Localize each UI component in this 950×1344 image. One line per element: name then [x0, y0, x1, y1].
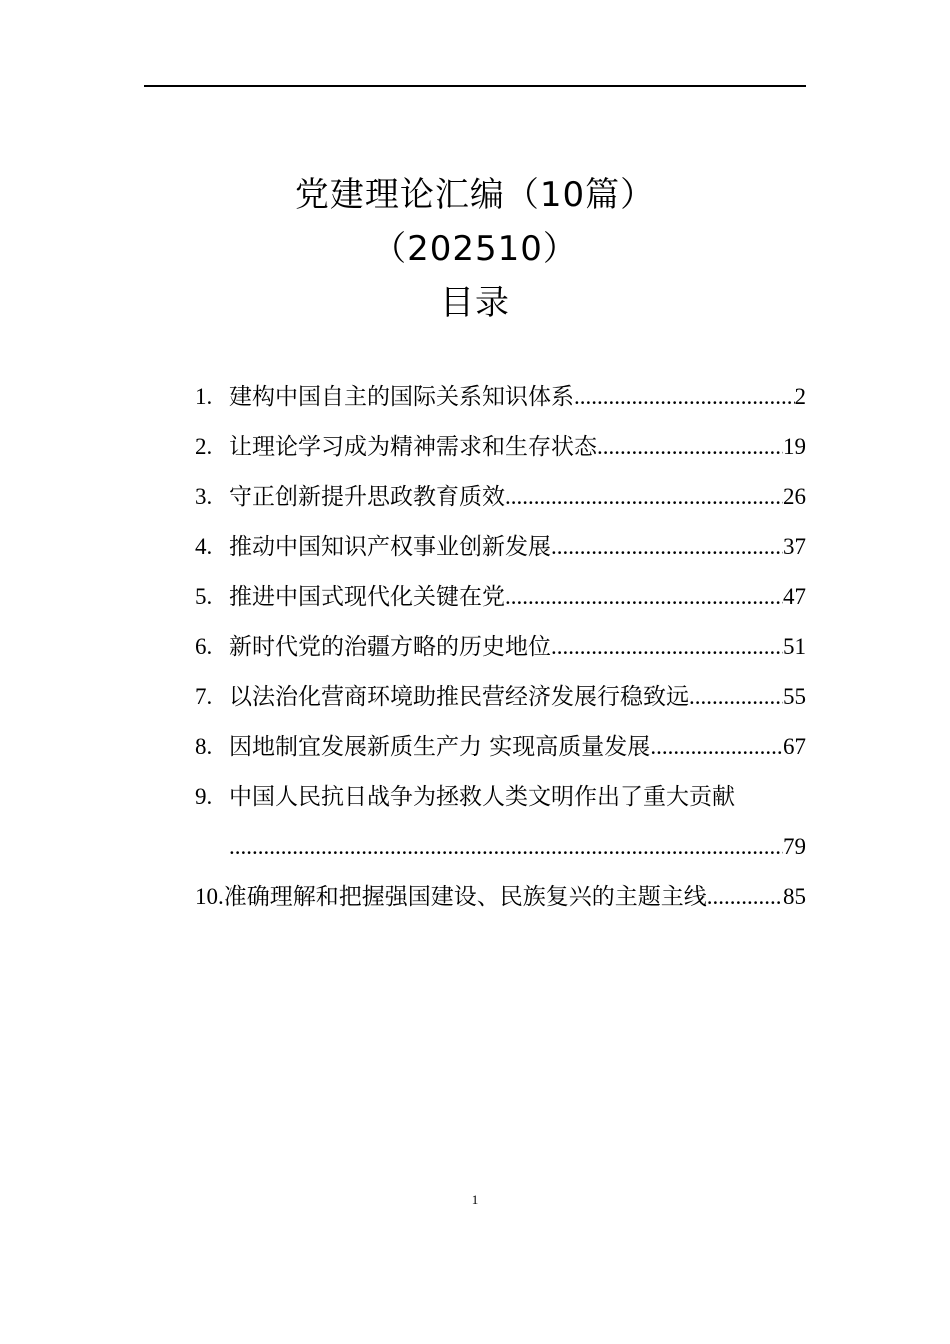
- toc-entry-title: 守正创新提升思政教育质效: [229, 484, 505, 510]
- toc-entry-number: 5.: [195, 584, 213, 609]
- toc-entry-title: 建构中国自主的国际关系知识体系: [229, 384, 574, 410]
- toc-entry[interactable]: [195, 472, 806, 522]
- toc-entry[interactable]: [195, 672, 806, 722]
- toc-entry-title: 因地制宜发展新质生产力 实现高质量发展: [229, 734, 651, 760]
- toc-entry[interactable]: [195, 522, 806, 572]
- toc-leader-dots: [551, 622, 783, 672]
- toc-entry-page: 51: [783, 634, 806, 659]
- toc-leader-dots: [597, 422, 783, 472]
- toc-entry-number: 4.: [195, 534, 213, 559]
- toc-entry-page: 55: [783, 684, 806, 709]
- header-rule: [144, 85, 806, 87]
- toc-entry-title: 以法治化营商环境助推民营经济发展行稳致远: [229, 684, 689, 710]
- toc-entry[interactable]: [195, 372, 806, 422]
- toc-entry[interactable]: [195, 772, 806, 822]
- document-title: 党建理论汇编（10篇）: [294, 175, 656, 215]
- toc-entry-page: 26: [783, 484, 806, 509]
- toc-entry-number: 3.: [195, 484, 213, 509]
- toc-entry-number: 1.: [195, 384, 213, 409]
- toc-leader-dots: [650, 722, 783, 772]
- toc-entry-page: 37: [783, 534, 806, 559]
- toc-entry-title: 准确理解和把握强国建设、民族复兴的主题主线: [223, 884, 707, 910]
- toc-entry[interactable]: [195, 722, 806, 772]
- toc-entry-page: 79: [783, 834, 806, 859]
- toc-entry-title: 新时代党的治疆方略的历史地位: [229, 634, 551, 660]
- toc-entry-title: 推进中国式现代化关键在党: [229, 584, 505, 610]
- toc-leader-dots: [551, 522, 783, 572]
- toc-entry-number: 9.: [195, 784, 213, 809]
- document-subtitle-date: （202510）: [372, 229, 578, 269]
- toc-entry[interactable]: [195, 622, 806, 672]
- toc-entry-number: 6.: [195, 634, 213, 659]
- title-block: [0, 168, 950, 330]
- toc-entry-number: 8.: [195, 734, 213, 759]
- toc-entry-page: 85: [783, 884, 806, 909]
- toc-entry-title: 推动中国知识产权事业创新发展: [229, 534, 551, 560]
- toc-entry-page: 67: [783, 734, 806, 759]
- toc-entry-number: 7.: [195, 684, 213, 709]
- toc-leader-dots: [229, 822, 783, 872]
- toc-entry-page: 2: [794, 384, 806, 409]
- toc-entry-number: 2.: [195, 434, 213, 459]
- page-number: 1: [471, 1192, 479, 1207]
- toc-heading: 目录: [440, 283, 510, 323]
- toc-entry-title: 中国人民抗日战争为拯救人类文明作出了重大贡献: [229, 784, 735, 810]
- toc-entry-page: 47: [783, 584, 806, 609]
- toc-entry-page: 19: [783, 434, 806, 459]
- toc-leader-dots: [505, 472, 783, 522]
- table-of-contents: [195, 372, 806, 922]
- toc-entry-continuation[interactable]: [195, 822, 806, 872]
- toc-leader-dots: [689, 672, 783, 722]
- toc-leader-dots: [505, 572, 783, 622]
- toc-leader-dots: [707, 872, 783, 922]
- toc-entry[interactable]: [195, 422, 806, 472]
- toc-entry[interactable]: [195, 872, 806, 922]
- toc-entry-title: 让理论学习成为精神需求和生存状态: [229, 434, 597, 460]
- toc-entry-number: 10.: [195, 884, 224, 909]
- toc-entry[interactable]: [195, 572, 806, 622]
- toc-leader-dots: [574, 372, 795, 422]
